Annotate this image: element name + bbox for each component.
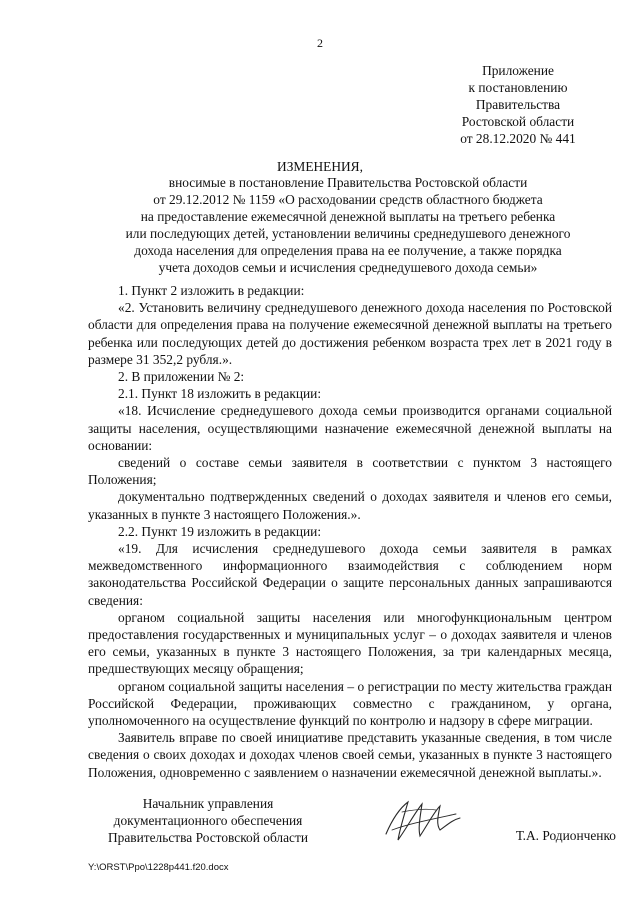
subtitle-line: учета доходов семьи и исчисления среднедушевого дохода семьи» <box>158 260 538 275</box>
paragraph: 2.2. Пункт 19 изложить в редакции: <box>118 523 322 539</box>
paragraph: «18. Исчисление среднедушевого дохода семьи производится органами социальной защиты населения, осуществляющими назначение ежемесячной денежной выплаты на основании: <box>88 403 612 453</box>
paragraph: сведений о составе семьи заявителя в соответствии с пунктом 3 настоящего Положения; <box>88 455 612 488</box>
paragraph: документально подтвержденных сведений о доходах заявителя и членов его семьи, указанных в пункте 3 настоящего Положения.». <box>88 489 612 522</box>
file-path: Y:\ORST\Ppo\1228p441.f20.docx <box>88 862 229 873</box>
paragraph: «2. Установить величину среднедушевого денежного дохода населения по Ростовской области для определения права на получение ежемесячной денежной выплаты на третьего ребенка или последующих детей до достижения ребенком возраста трех лет в 2021 году в размере 31 352,2 рубля.». <box>88 300 612 367</box>
position-line: Начальник управления <box>142 796 274 811</box>
document-subtitle <box>88 174 608 276</box>
appendix-line: Правительства <box>475 97 561 112</box>
appendix-line: Приложение <box>482 63 554 78</box>
handwritten-signature <box>378 790 468 850</box>
appendix-line: Ростовской области <box>461 114 575 129</box>
paragraph: Заявитель вправе по своей инициативе представить указанные сведения, в том числе сведения о своих доходах и доходах членов своей семьи, указанных в пункте 3 настоящего Положения, одновременно с заявлением о назначении ежемесячной денежной выплаты.». <box>88 730 612 780</box>
signatory-position <box>88 795 328 846</box>
appendix-line: от 28.12.2020 № 441 <box>460 131 576 146</box>
paragraph: органом социальной защиты населения или многофункциональным центром предоставления государственных и муниципальных услуг – о доходах заявителя и членов его семьи, указанных в пункте 3 настоящего Положения, за три календарных месяца, предшествующих месяцу обращения; <box>88 609 612 677</box>
document-title: ИЗМЕНЕНИЯ, <box>277 159 363 174</box>
subtitle-line: или последующих детей, установлении величины среднедушевого денежного <box>125 226 571 241</box>
paragraph: «19. Для исчисления среднедушевого дохода семьи заявителя в рамках межведомственного информационного взаимодействия с соблюдением норм законодательства Российской Федерации о защите персональных данных запрашиваются сведения: <box>88 541 612 608</box>
subtitle-line: от 29.12.2012 № 1159 «О расходовании средств областного бюджета <box>153 192 543 207</box>
signatory-name: Т.А. Родионченко <box>515 828 616 843</box>
paragraph: 2.1. Пункт 18 изложить в редакции: <box>118 386 322 402</box>
paragraph: 1. Пункт 2 изложить в редакции: <box>118 283 305 298</box>
page-number: 2 <box>317 36 323 50</box>
document-body <box>88 282 612 781</box>
paragraph: 2. В приложении № 2: <box>118 369 245 385</box>
position-line: документационного обеспечения <box>113 813 303 828</box>
subtitle-line: вносимые в постановление Правительства Ростовской области <box>168 175 528 190</box>
appendix-line: к постановлению <box>468 80 568 95</box>
subtitle-line: на предоставление ежемесячной денежной выплаты на третьего ребенка <box>140 209 556 224</box>
position-line: Правительства Ростовской области <box>107 830 309 845</box>
subtitle-line: дохода населения для определения права на ее получение, а также порядка <box>134 243 562 258</box>
paragraph: органом социальной защиты населения – о регистрации по месту жительства граждан Российской Федерации, проживающих совместно с гражданином, у органа, уполномоченного на осуществление функций по контролю и надзору в сфере миграции. <box>88 678 612 729</box>
appendix-block <box>430 62 606 147</box>
